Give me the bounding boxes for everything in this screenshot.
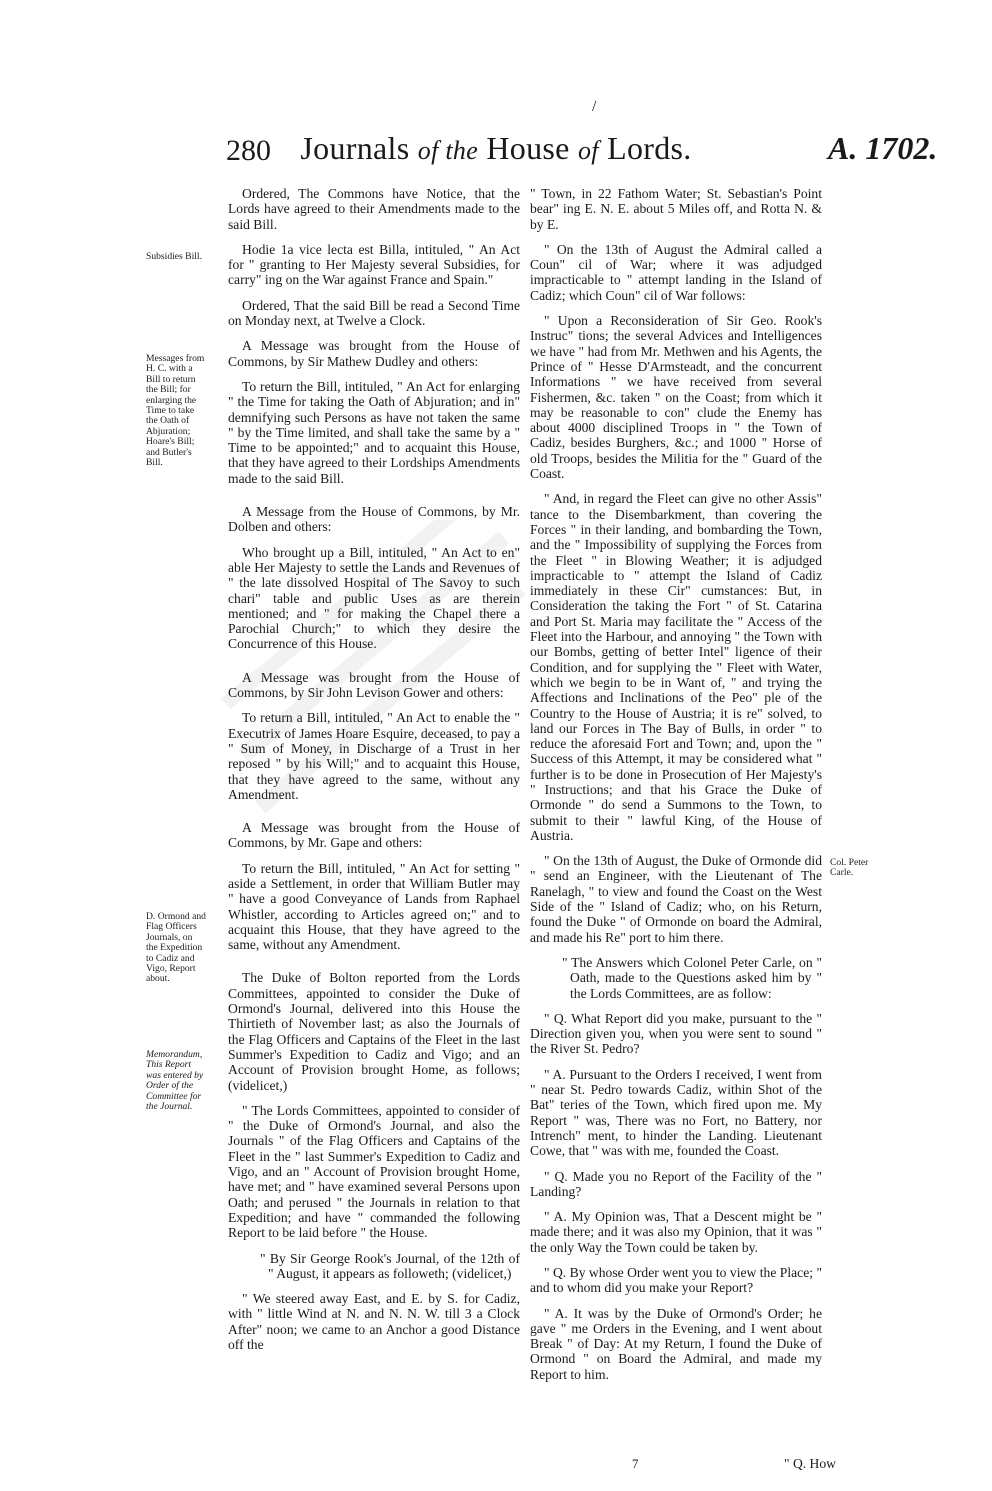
right-column (530, 186, 822, 1392)
top-mark: / (592, 98, 597, 115)
paragraph: Hodie 1a vice lecta est Billa, intituled, " An Act for " granting to Her Majesty several Subsidies, for carry" ing on the War against France and Spain." (228, 241, 520, 288)
title-lords: Lords. (607, 130, 692, 166)
paragraph: Ordered, That the said Bill be read a Second Time on Monday next, at Twelve a Clock. (228, 297, 520, 329)
margin-note-subsidies: Subsidies Bill. (146, 251, 202, 262)
paragraph: A Message was brought from the House of Commons, by Sir John Levison Gower and others: (228, 669, 520, 701)
paragraph: " On the 13th of August, the Duke of Ormonde did " send an Engineer, with the Lieutenant of The Ranelagh, " to view and found the Coast on the West Side of the " Island of Cadiz; who, on his Return, found the Duke " of Ormonde on board the Admiral, and made his Re" port to him there. (530, 853, 822, 945)
paragraph: " Upon a Reconsideration of Sir Geo. Rook's Instruc" tions; the several Advices and Intelligences we have " had from Mr. Methwen and his Agents, the Prince of " Hesse D'Armsteadt, and the concurrent Informations " we have received from several Fishermen, &c. taken " on the Coast; from which it may be reasonable to con" clude the Enemy has about 4000 disciplined Troops in " the Town of Cadiz, besides Burghers, &c.; and 1000 " Horse of old Troops, besides the Militia for the " Guard of the Coast. (530, 313, 822, 482)
paragraph: A Message from the House of Commons, by Mr. Dolben and others: (228, 504, 520, 535)
paragraph: To return the Bill, intituled, " An Act for setting " aside a Settlement, in order that William Butler may " have a good Conveyance of Lands from Raphael Whistler, according to Articles agreed on;" and to acquaint this House, that they have agreed to the same, without any Amendment. (228, 860, 520, 953)
paragraph: " A. My Opinion was, That a Descent might be " made there; and it was also my Opinion, that it was " the only Way the Town could be taken by. (530, 1209, 822, 1255)
year-label: A. 1702. (828, 130, 938, 166)
title-of: of (577, 136, 599, 165)
paragraph: A Message was brought from the House of Commons, by Mr. Gape and others: (228, 820, 520, 851)
page-number: 280 (226, 134, 271, 167)
paragraph: " We steered away East, and E. by S. for Cadiz, with " little Wind at N. and N. N. W. till 3 a Clock After" noon; we came to an Anchor a good Distance off the (228, 1291, 520, 1352)
title-house: House (486, 130, 570, 166)
paragraph: " Q. By whose Order went you to view the Place; " and to whom did you make your Report? (530, 1265, 822, 1296)
page-header (0, 130, 992, 180)
paragraph: The Duke of Bolton reported from the Lords Committees, appointed to consider the Duke of Ormond's Journal, delivered into this House the Thirtieth of November last; as also the Journals of the Flag Officers and Captains of the Fleet in the last Summer's Expedition to Cadiz and Vigo; and an Account of Provision brought Home, as follows; (videlicet,) (228, 970, 520, 1093)
left-column (228, 186, 520, 1362)
paragraph: " The Lords Committees, appointed to consider of " the Duke of Ormond's Journal, and also the Journals " of the Flag Officers and Captains of the Fleet in the " last Summer's Expedition to Cadiz and Vigo, and an " Account of Provision brought Home, have met; and " have examined several Persons upon Oath; and perused " the Journals in relation to that Expedition; and have " commanded the following Report to be laid before " the House. (228, 1102, 520, 1241)
margin-note-ormond: D. Ormond and Flag Officers Journals, on the Expedition to Cadiz and Vigo, Report about. (146, 911, 206, 985)
title-of-the: of the (417, 136, 479, 165)
paragraph: " A. Pursuant to the Orders I received, I went from " near St. Pedro towards Cadiz, within Shot of the Bat" teries of the Town, which fired upon me. My Report " was, There was no Fort, no Battery, nor Intrench" ment, to hinder the Landing. Lieutenant Cowe, that " was with me, founded the Coast. (530, 1066, 822, 1159)
paragraph: " Q. Made you no Report of the Facility of the " Landing? (530, 1168, 822, 1199)
margin-note-memorandum: Memorandum, This Report was entered by Order of the Committee for the Journal. (146, 1049, 204, 1113)
paragraph: A Message was brought from the House of Commons, by Sir Mathew Dudley and others: (228, 338, 520, 369)
signature-mark: 7 (632, 1456, 639, 1471)
paragraph: " And, in regard the Fleet can give no other Assis" tance to the Disembarkment, than covering the Forces " in their landing, and bombarding the Town, and the " Impossibility of supplying the Forces from the Fleet " in Blowing Weather; it is adjudged impracticable to " attempt the Island of Cadiz immediately in these Cir" cumstances: But, in Consideration the taking the Fort " of St. Catarina and Port St. Maria may facilitate the " Access of the Fleet into the Harbour, and annoying " the Town with our Bombs, getting of better Intel" ligence of their Condition, and for supplying the " Fleet with Water, which we begin to be in Want of, " and trying the Affections and Inclinations of the Peo" ple of the Country to the House of Austria; it is re" solved, to land our Forces in The Bay of Bulls, in order " to reduce the aforesaid Fort and Town; and, upon the " Success of this Attempt, it may be considered what " further is to be done in Prosecution of Her Majesty's " Instructions; and that his Grace the Duke of Ormonde " do send a Summons to the Town, to submit to their " lawful King, of the House of Austria. (530, 491, 822, 843)
margin-note-messages: Messages from H. C. with a Bill to return the Bill; for enlarging the Time to take the Oath of Abjuration; Hoare's Bill; and Butler's Bill. (146, 353, 205, 469)
paragraph: " The Answers which Colonel Peter Carle, on " Oath, made to the Questions asked him by " the Lords Committees, are as follow: (562, 954, 822, 1001)
paragraph: To return a Bill, intituled, " An Act to enable the " Executrix of James Hoare Esquire, deceased, to pay a " Sum of Money, in Discharge of a Trust in her reposed " by his Will;" and to acquaint this House, that they have agreed to the same, without any Amendment. (228, 710, 520, 802)
paragraph: Ordered, The Commons have Notice, that the Lords have agreed to their Amendments made to the said Bill. (228, 186, 520, 232)
paragraph: Who brought up a Bill, intituled, " An Act to en" able Her Majesty to settle the Lands and Revenues of " the late dissolved Hospital of The Savoy to such chari" table and public Uses as are therein mentioned; and " for making the Chapel there a Parochial Church;" to which they desire the Concurrence of this House. (228, 544, 520, 652)
paragraph: To return the Bill, intituled, " An Act for enlarging " the Time for taking the Oath of Abjuration; and in" demnifying such Persons as have not taken the same " by the Time limited, and shall take the same by a " Time to be appointed;" and to acquaint this House, that they have agreed to their Lordships Amendments made to the said Bill. (228, 378, 520, 486)
paragraph: " Town, in 22 Fathom Water; St. Sebastian's Point bear" ing E. N. E. about 5 Miles off, and Rotta N. & by E. (530, 186, 822, 232)
catchword: " Q. How (784, 1456, 836, 1471)
paragraph: " A. It was by the Duke of Ormond's Order; he gave " me Orders in the Evening, and I went about Break " of Day: At my Return, I found the Duke of Ormond " on Board the Admiral, and made my Report to him. (530, 1305, 822, 1382)
paragraph: " By Sir George Rook's Journal, of the 12th of " August, it appears as followeth; (videlicet,) (260, 1250, 520, 1281)
margin-note-carle: Col. Peter Carle. (830, 857, 869, 879)
paragraph: " On the 13th of August the Admiral called a Coun" cil of War; where it was adjudged impracticable to " attempt landing in the Island of Cadiz; which Coun" cil of War follows: (530, 241, 822, 303)
title-journals: Journals (300, 130, 410, 166)
paragraph: " Q. What Report did you make, pursuant to the " Direction given you, when you were sent to sound " the River St. Pedro? (530, 1010, 822, 1057)
